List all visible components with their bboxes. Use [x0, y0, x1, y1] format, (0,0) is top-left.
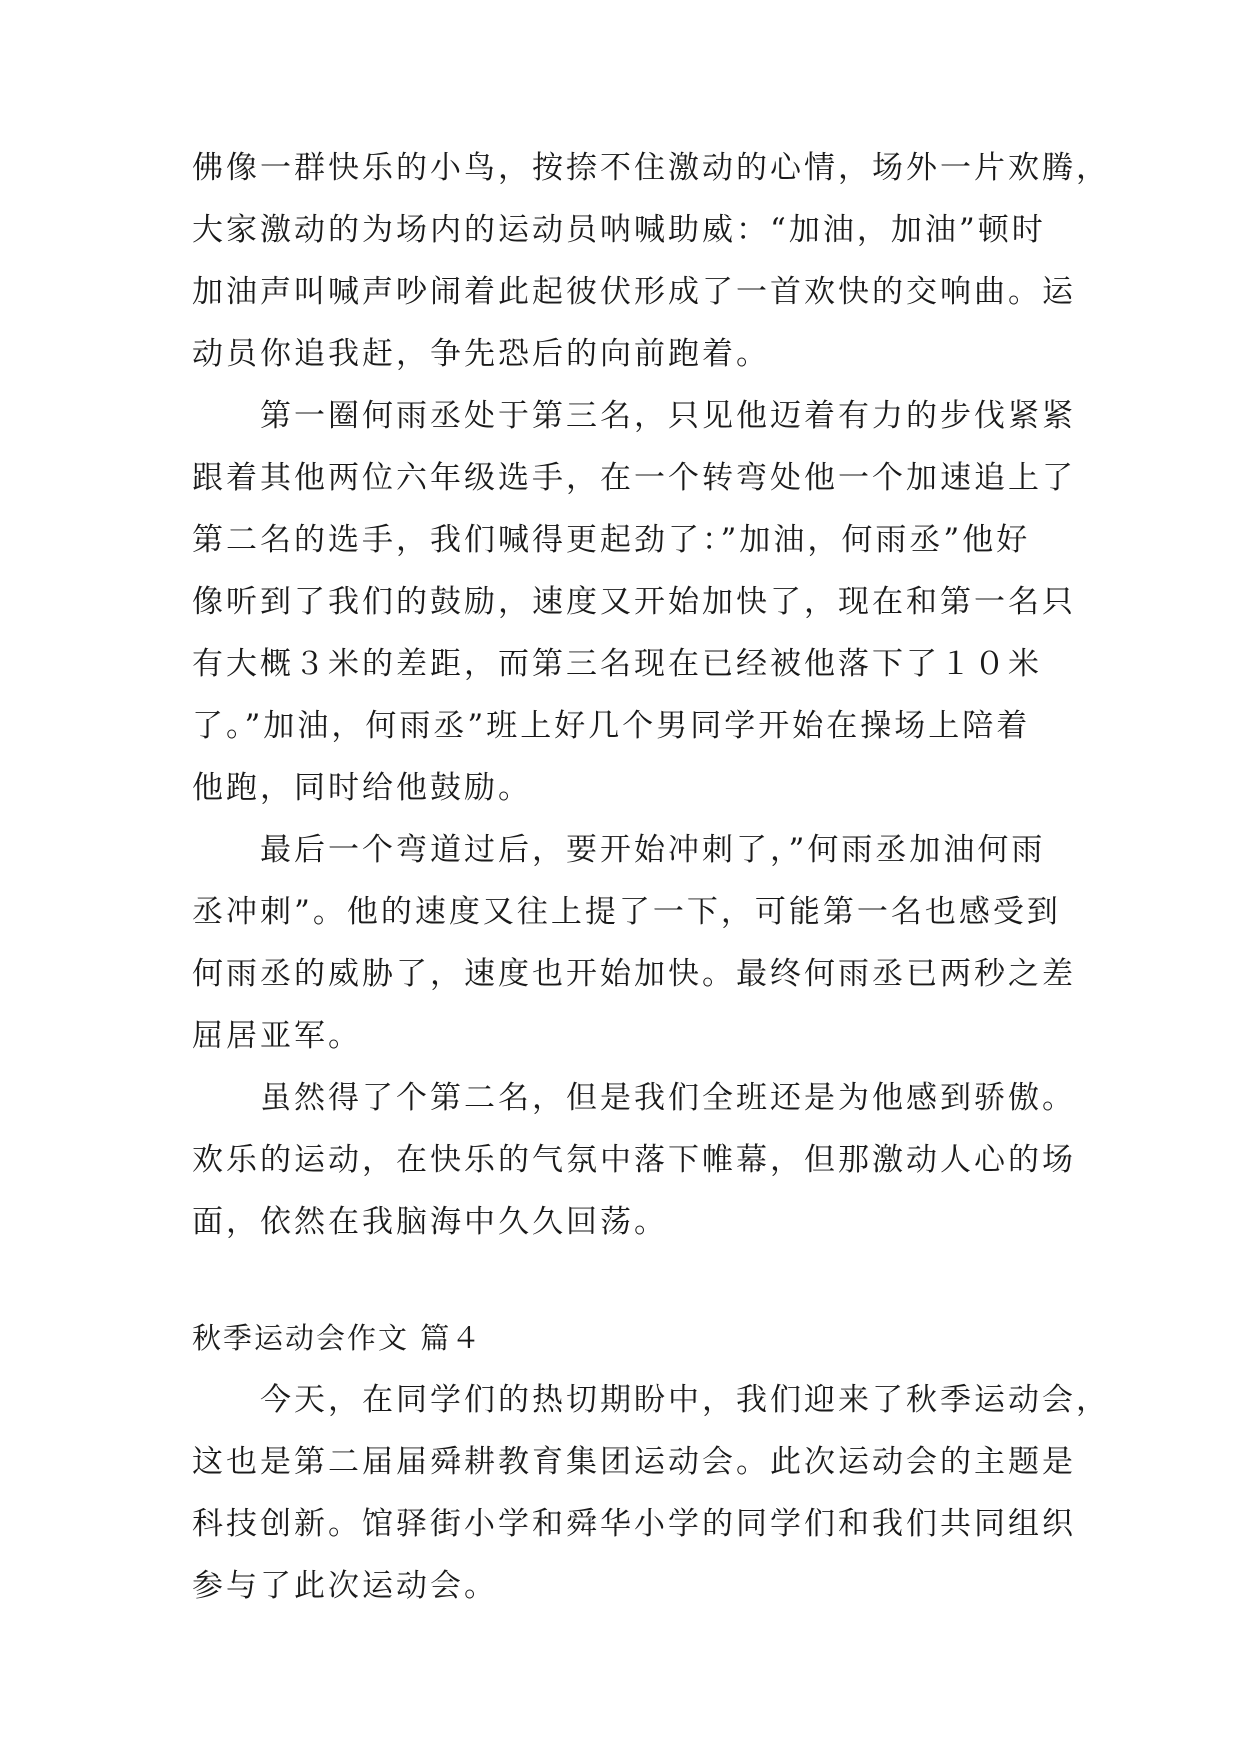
paragraph-line: 屈居亚军。	[192, 1018, 362, 1054]
paragraph-line: 科技创新。馆驿街小学和舜华小学的同学们和我们共同组织	[192, 1506, 1076, 1542]
paragraph-line: 参与了此次运动会。	[192, 1568, 498, 1604]
paragraph-line: 跟着其他两位六年级选手，在一个转弯处他一个加速追上了	[192, 460, 1076, 496]
paragraph-line: 今天，在同学们的热切期盼中，我们迎来了秋季运动会，	[260, 1382, 1110, 1418]
paragraph-line: 佛像一群快乐的小鸟，按捺不住激动的心情，场外一片欢腾，	[192, 150, 1110, 186]
paragraph-line: 了。”加油，何雨丞”班上好几个男同学开始在操场上陪着	[192, 708, 1031, 744]
paragraph-line: 他跑，同时给他鼓励。	[192, 770, 532, 806]
paragraph-line: 丞冲刺”。他的速度又往上提了一下，可能第一名也感受到	[192, 894, 1061, 930]
paragraph-line: 大家激动的为场内的运动员呐喊助威：“加油，加油”顿时	[192, 212, 1046, 248]
paragraph-line: 加油声叫喊声吵闹着此起彼伏形成了一首欢快的交响曲。运	[192, 274, 1076, 310]
section-heading: 秋季运动会作文 篇４	[192, 1321, 483, 1355]
paragraph-line: 欢乐的运动，在快乐的气氛中落下帷幕，但那激动人心的场	[192, 1142, 1076, 1178]
paragraph-line: 虽然得了个第二名，但是我们全班还是为他感到骄傲。	[260, 1080, 1076, 1116]
paragraph-line: 最后一个弯道过后，要开始冲刺了，”何雨丞加油何雨	[260, 832, 1046, 868]
paragraph-line: 有大概３米的差距，而第三名现在已经被他落下了１０米	[192, 646, 1042, 682]
paragraph-line: 何雨丞的威胁了，速度也开始加快。最终何雨丞已两秒之差	[192, 956, 1076, 992]
paragraph-line: 像听到了我们的鼓励，速度又开始加快了，现在和第一名只	[192, 584, 1076, 620]
paragraph-line: 这也是第二届届舜耕教育集团运动会。此次运动会的主题是	[192, 1444, 1076, 1480]
paragraph-line: 动员你追我赶，争先恐后的向前跑着。	[192, 336, 770, 372]
paragraph-line: 第二名的选手，我们喊得更起劲了：”加油，何雨丞”他好	[192, 522, 1031, 558]
paragraph-line: 面，依然在我脑海中久久回荡。	[192, 1204, 668, 1240]
paragraph-line: 第一圈何雨丞处于第三名，只见他迈着有力的步伐紧紧	[260, 398, 1076, 434]
